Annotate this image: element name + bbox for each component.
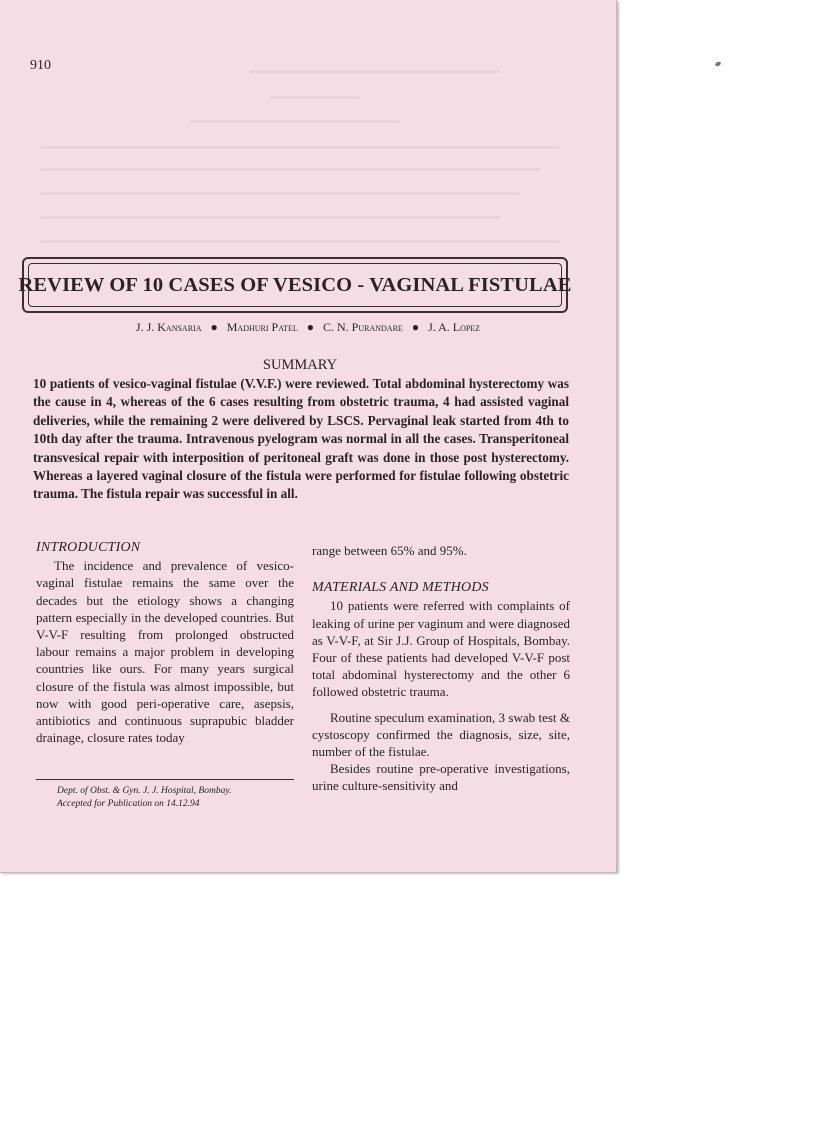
author-name: C. N. Purandare (323, 320, 403, 334)
bullet-icon: ● (306, 320, 315, 334)
bleed-through-line (40, 192, 520, 195)
introduction-paragraph: The incidence and prevalence of vesico-vaginal fistulae remains the same over the decades but the etiology shows a changing pattern especially in the developed countries. But V-V-F resulting from prolonged obstructed labour remains a major problem in developing countries like ours. For many years surgical closure of the fistula was almost impossible, but now with good peri-operative care, asepsis, antibiotics and continuous suprapubic bladder drainage, closure rates today (36, 558, 294, 746)
introduction-heading: INTRODUCTION (36, 540, 141, 555)
title-frame (18, 257, 572, 313)
article-title: REVIEW OF 10 CASES OF VESICO - VAGINAL FISTULAE (18, 273, 572, 296)
methods-paragraph: Besides routine pre-operative investigations, urine culture-sensitivity and (312, 761, 570, 794)
author-name: J. A. Lopez (428, 320, 481, 334)
footnote-affiliation: Dept. of Obst. & Gyn. J. J. Hospital, Bombay. (57, 786, 232, 796)
footnote (57, 785, 297, 811)
page-number: 910 (30, 58, 51, 73)
methods-heading: MATERIALS AND METHODS (312, 580, 489, 596)
right-column (312, 542, 570, 795)
bullet-icon: ● (210, 320, 218, 334)
author-list (0, 320, 616, 335)
bleed-through-line (270, 96, 360, 99)
author-name: Madhuri Patel (226, 320, 298, 334)
introduction-continuation: range between 65% and 95%. (312, 543, 467, 558)
bleed-through-line (40, 240, 560, 243)
bullet-icon: ● (411, 320, 420, 334)
title-frame-inner (18, 263, 572, 307)
scan-speck (714, 61, 721, 67)
summary-heading: SUMMARY (262, 357, 338, 373)
left-column (36, 539, 294, 746)
bleed-through-line (40, 216, 500, 219)
footnote-accepted-date: Accepted for Publication on 14.12.94 (57, 799, 200, 809)
bleed-through-line (250, 70, 500, 73)
methods-paragraph: 10 patients were referred with complaints of leaking of urine per vaginum and were diagnosed as V-V-F, at Sir J.J. Group of Hospitals, Bombay. Four of these patients had developed V-V-F post total abdominal hysterectomy and the other 6 followed obstetric trauma. (312, 598, 570, 700)
author-name: J. J. Kansaria (135, 320, 202, 334)
bleed-through-line (40, 168, 540, 171)
summary-text: 10 patients of vesico-vaginal fistulae (V.V.F.) were reviewed. Total abdominal hysterectomy was the cause in 4, whereas of the 6 cases resulting from obstetric trauma, 4 had assisted vaginal deliveries, while the remaining 2 were delivered by LSCS. Pervaginal leak started from 4th to 10th day after the trauma. Intravenous pyelogram was normal in all the cases. Transperitoneal transvesical repair with interposition of peritoneal graft was done in those post hysterectomy. Whereas a layered vaginal closure of the fistula were performed for fistulae following obstetric trauma. The fistula repair was successful in all. (33, 376, 569, 502)
bleed-through-line (190, 120, 400, 123)
footnote-divider (36, 779, 294, 780)
methods-paragraph: Routine speculum examination, 3 swab test & cystoscopy confirmed the diagnosis, size, site, number of the fistulae. (312, 709, 570, 760)
bleed-through-line (40, 146, 560, 149)
